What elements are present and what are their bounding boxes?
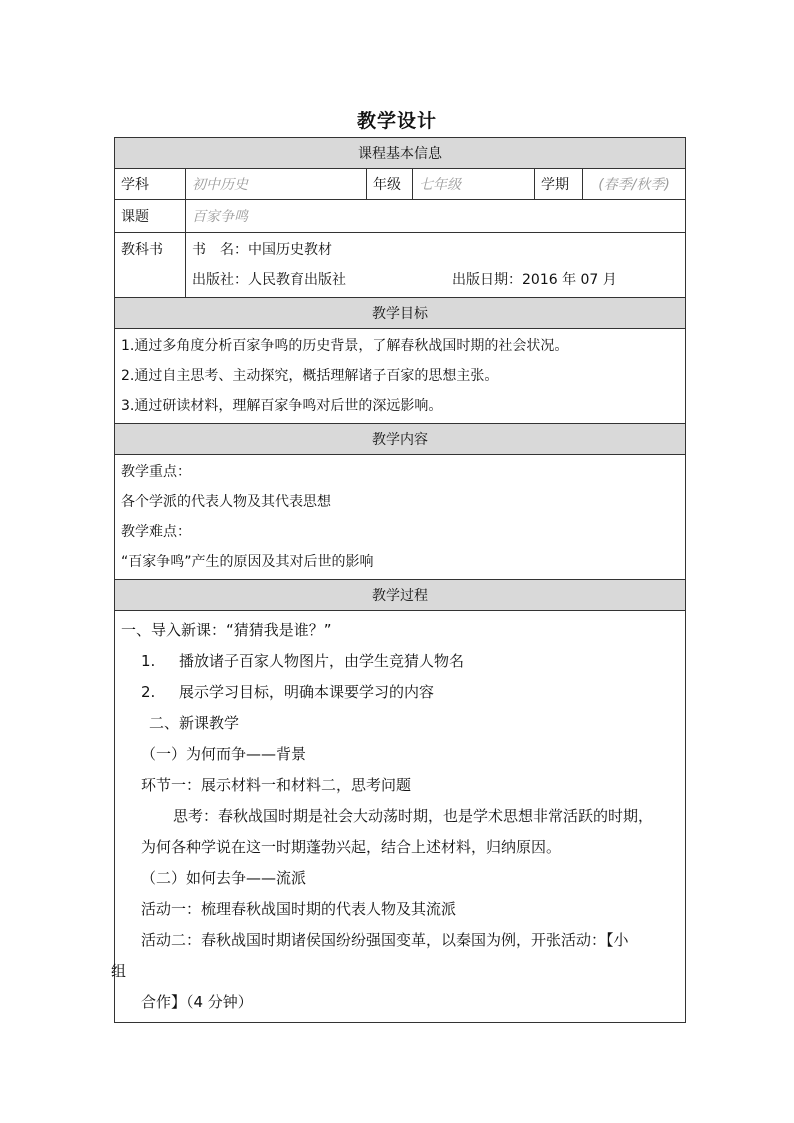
content-row	[115, 455, 686, 580]
publish-date: 出版日期：2016 年 07 月	[452, 272, 617, 288]
activity-1-text: 活动一：梳理春秋战国时期的代表人物及其流派	[141, 900, 457, 918]
part-1-heading: （一）为何而争——背景	[141, 745, 307, 763]
key-point-text: 各个学派的代表人物及其代表思想	[121, 494, 331, 510]
topic-value: 百家争鸣	[186, 200, 686, 233]
content-body	[115, 455, 686, 580]
difficulty-label: 教学难点：	[121, 524, 191, 540]
link-1-text: 环节一：展示材料一和材料二，思考问题	[141, 776, 412, 794]
lesson-plan-table	[111, 137, 686, 1023]
process-row	[115, 611, 686, 1023]
term-label: 学期	[535, 169, 583, 200]
content-header: 教学内容	[115, 424, 686, 455]
book-name: 书 名：中国历史教材	[192, 242, 332, 258]
textbook-label: 教科书	[115, 233, 186, 298]
new-lesson-heading: 二、新课教学	[149, 714, 240, 732]
process-body	[111, 611, 686, 1023]
content-header-row	[115, 424, 686, 455]
subject-row	[115, 169, 686, 200]
grade-value: 七年级	[413, 169, 535, 200]
process-intro: 一、导入新课：“猜猜我是谁？”	[121, 621, 332, 639]
textbook-info	[186, 233, 686, 298]
activity-2-text: 活动二：春秋战国时期诸侯国纷纷强国变革，以秦国为例，开张活动：【小	[141, 931, 629, 949]
objective-item: 3.通过研读材料，理解百家争鸣对后世的深远影响。	[121, 398, 443, 414]
publisher: 出版社：人民教育出版社	[192, 272, 346, 288]
textbook-row	[115, 233, 686, 298]
step-number: 1.	[141, 652, 156, 670]
basic-info-header: 课程基本信息	[115, 138, 686, 169]
process-step-2	[121, 677, 679, 708]
topic-label: 课题	[115, 200, 186, 233]
topic-row	[115, 200, 686, 233]
page-title: 教学设计	[356, 110, 437, 132]
term-value: (春季/秋季)	[583, 169, 686, 200]
subject-value: 初中历史	[186, 169, 367, 200]
objectives-header-row	[115, 298, 686, 329]
difficulty-text: “百家争鸣”产生的原因及其对后世的影响	[121, 554, 374, 570]
objective-item: 1.通过多角度分析百家争鸣的历史背景，了解春秋战国时期的社会状况。	[121, 338, 569, 354]
process-step-1	[121, 646, 679, 677]
process-header: 教学过程	[115, 580, 686, 611]
objective-item: 2.通过自主思考、主动探究，概括理解诸子百家的思想主张。	[121, 368, 499, 384]
grade-label: 年级	[367, 169, 413, 200]
step-text: 展示学习目标，明确本课要学习的内容	[179, 683, 435, 701]
basic-info-header-row	[115, 138, 686, 169]
process-header-row	[115, 580, 686, 611]
think-line-2: 为何各种学说在这一时期蓬勃兴起，结合上述材料，归纳原因。	[141, 838, 562, 856]
subject-label: 学科	[115, 169, 186, 200]
think-line-1: 思考：春秋战国时期是社会大动荡时期，也是学术思想非常活跃的时期，	[173, 807, 654, 825]
step-text: 播放诸子百家人物图片，由学生竞猜人物名	[179, 652, 465, 670]
objectives-body	[115, 329, 686, 424]
activity-2-end: 合作】（4 分钟）	[141, 993, 253, 1011]
overflow-line	[111, 956, 679, 987]
part-2-heading: （二）如何去争——流派	[141, 869, 307, 887]
objectives-header: 教学目标	[115, 298, 686, 329]
objectives-row	[115, 329, 686, 424]
publisher-line	[192, 265, 679, 295]
overflow-char: 组	[111, 962, 127, 980]
key-point-label: 教学重点：	[121, 464, 191, 480]
step-number: 2.	[141, 683, 156, 701]
